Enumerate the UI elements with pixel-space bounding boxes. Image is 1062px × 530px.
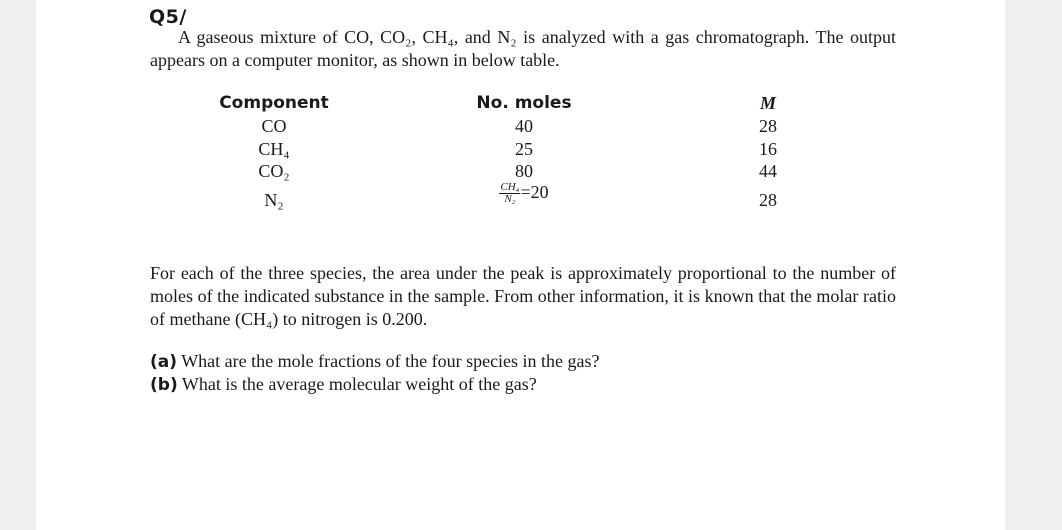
ratio-fraction bbox=[499, 182, 520, 205]
part-a bbox=[150, 350, 600, 374]
row-n2-component: N₂ bbox=[264, 190, 284, 210]
part-b-text: What is the average molecular weight of the gas? bbox=[177, 374, 537, 394]
intro-paragraph: A gaseous mixture of CO, CO₂, CH₄, and N₂ is analyzed with a gas chromatograph. The output appears on a computer monitor, as shown in below table. bbox=[150, 27, 896, 70]
part-a-label: (a) bbox=[150, 352, 178, 372]
header-moles: No. moles bbox=[476, 93, 572, 113]
part-a-text: What are the mole fractions of the four species in the gas? bbox=[177, 351, 600, 371]
row-co-mw: 28 bbox=[759, 116, 777, 136]
row-n2-mw: 28 bbox=[759, 190, 777, 210]
header-molecular-weight: M bbox=[759, 93, 776, 113]
document-page bbox=[36, 0, 1005, 530]
row-ch4-moles: 25 bbox=[515, 139, 533, 159]
row-co-moles: 40 bbox=[515, 116, 533, 136]
row-co-component: CO bbox=[261, 116, 287, 136]
part-b bbox=[150, 373, 537, 397]
fraction-value: =20 bbox=[520, 182, 549, 202]
row-ch4-mw: 16 bbox=[759, 139, 777, 159]
question-number: Q5/ bbox=[149, 6, 187, 28]
part-b-label: (b) bbox=[150, 375, 178, 395]
row-ch4-component: CH₄ bbox=[258, 139, 290, 159]
fraction-numerator: CH₄ bbox=[500, 181, 520, 194]
row-co2-moles: 80 bbox=[515, 161, 533, 181]
row-n2-moles bbox=[474, 181, 574, 205]
row-co2-mw: 44 bbox=[759, 161, 777, 181]
header-component: Component bbox=[219, 93, 329, 113]
row-co2-component: CO₂ bbox=[258, 161, 290, 181]
body-paragraph: For each of the three species, the area under the peak is approximately proportional to the number of moles of the indicated substance in the sample. From other information, it is known that the molar ratio of methane (CH₄) to nitrogen is 0.200. bbox=[150, 263, 896, 329]
fraction-denominator: N₂ bbox=[504, 193, 516, 206]
